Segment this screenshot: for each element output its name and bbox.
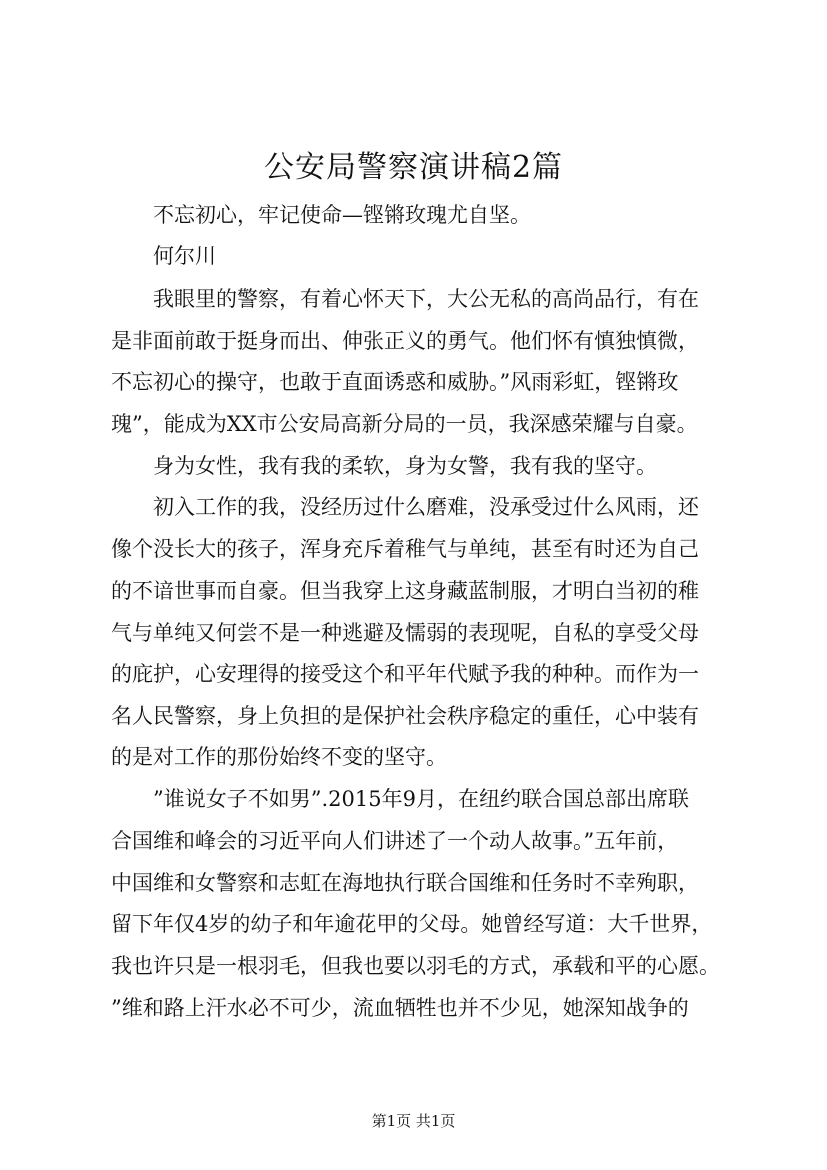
body-line: ”谁说女子不如男”.2015年9月，在纽约联合国总部出席联 (153, 787, 689, 811)
author-line: 何尔川 (153, 244, 216, 268)
body-line: 我眼里的警察，有着心怀天下，大公无私的高尚品行，有在 (153, 287, 699, 311)
body-line: 名人民警察，身上负担的是保护社会秩序稳定的重任，心中装有 (111, 704, 699, 728)
body-line: 身为女性，我有我的柔软，身为女警，我有我的坚守。 (153, 454, 657, 478)
body-line: 初入工作的我，没经历过什么磨难，没承受过什么风雨，还 (153, 495, 699, 519)
body-line: 是非面前敢于挺身而出、伸张正义的勇气。他们怀有慎独慎微， (111, 329, 699, 353)
body-line: 瑰”，能成为XX市公安局高新分局的一员，我深感荣耀与自豪。 (111, 412, 698, 436)
body-line: 留下年仅4岁的幼子和年逾花甲的父母。她曾经写道：大千世界， (111, 912, 713, 936)
page-number-footer: 第1页 共1页 (371, 1112, 456, 1130)
body-line: 合国维和峰会的习近平向人们讲述了一个动人故事。”五年前， (111, 829, 679, 853)
body-line: 我也许只是一根羽毛，但我也要以羽毛的方式，承载和平的心愿。 (111, 954, 720, 978)
body-line: 中国维和女警察和志虹在海地执行联合国维和任务时不幸殉职， (111, 871, 699, 895)
body-line: 的是对工作的那份始终不变的坚守。 (111, 745, 447, 769)
document-title: 公安局警察演讲稿2篇 (263, 150, 564, 185)
subtitle-line: 不忘初心，牢记使命—铿锵玫瑰尤自坚。 (153, 203, 531, 227)
body-line: 气与单纯又何尝不是一种逃避及懦弱的表现呢，自私的享受父母 (111, 621, 699, 645)
body-line: ”维和路上汗水必不可少，流血牺牲也并不少见，她深知战争的 (111, 996, 689, 1020)
body-line: 不忘初心的操守，也敢于直面诱惑和威胁。”风雨彩虹，铿锵玫 (111, 370, 679, 394)
body-line: 的不谙世事而自豪。但当我穿上这身藏蓝制服，才明白当初的稚 (111, 579, 699, 603)
body-line: 像个没长大的孩子，浑身充斥着稚气与单纯，甚至有时还为自己 (111, 537, 699, 561)
body-line: 的庇护，心安理得的接受这个和平年代赋予我的种种。而作为一 (111, 662, 699, 686)
